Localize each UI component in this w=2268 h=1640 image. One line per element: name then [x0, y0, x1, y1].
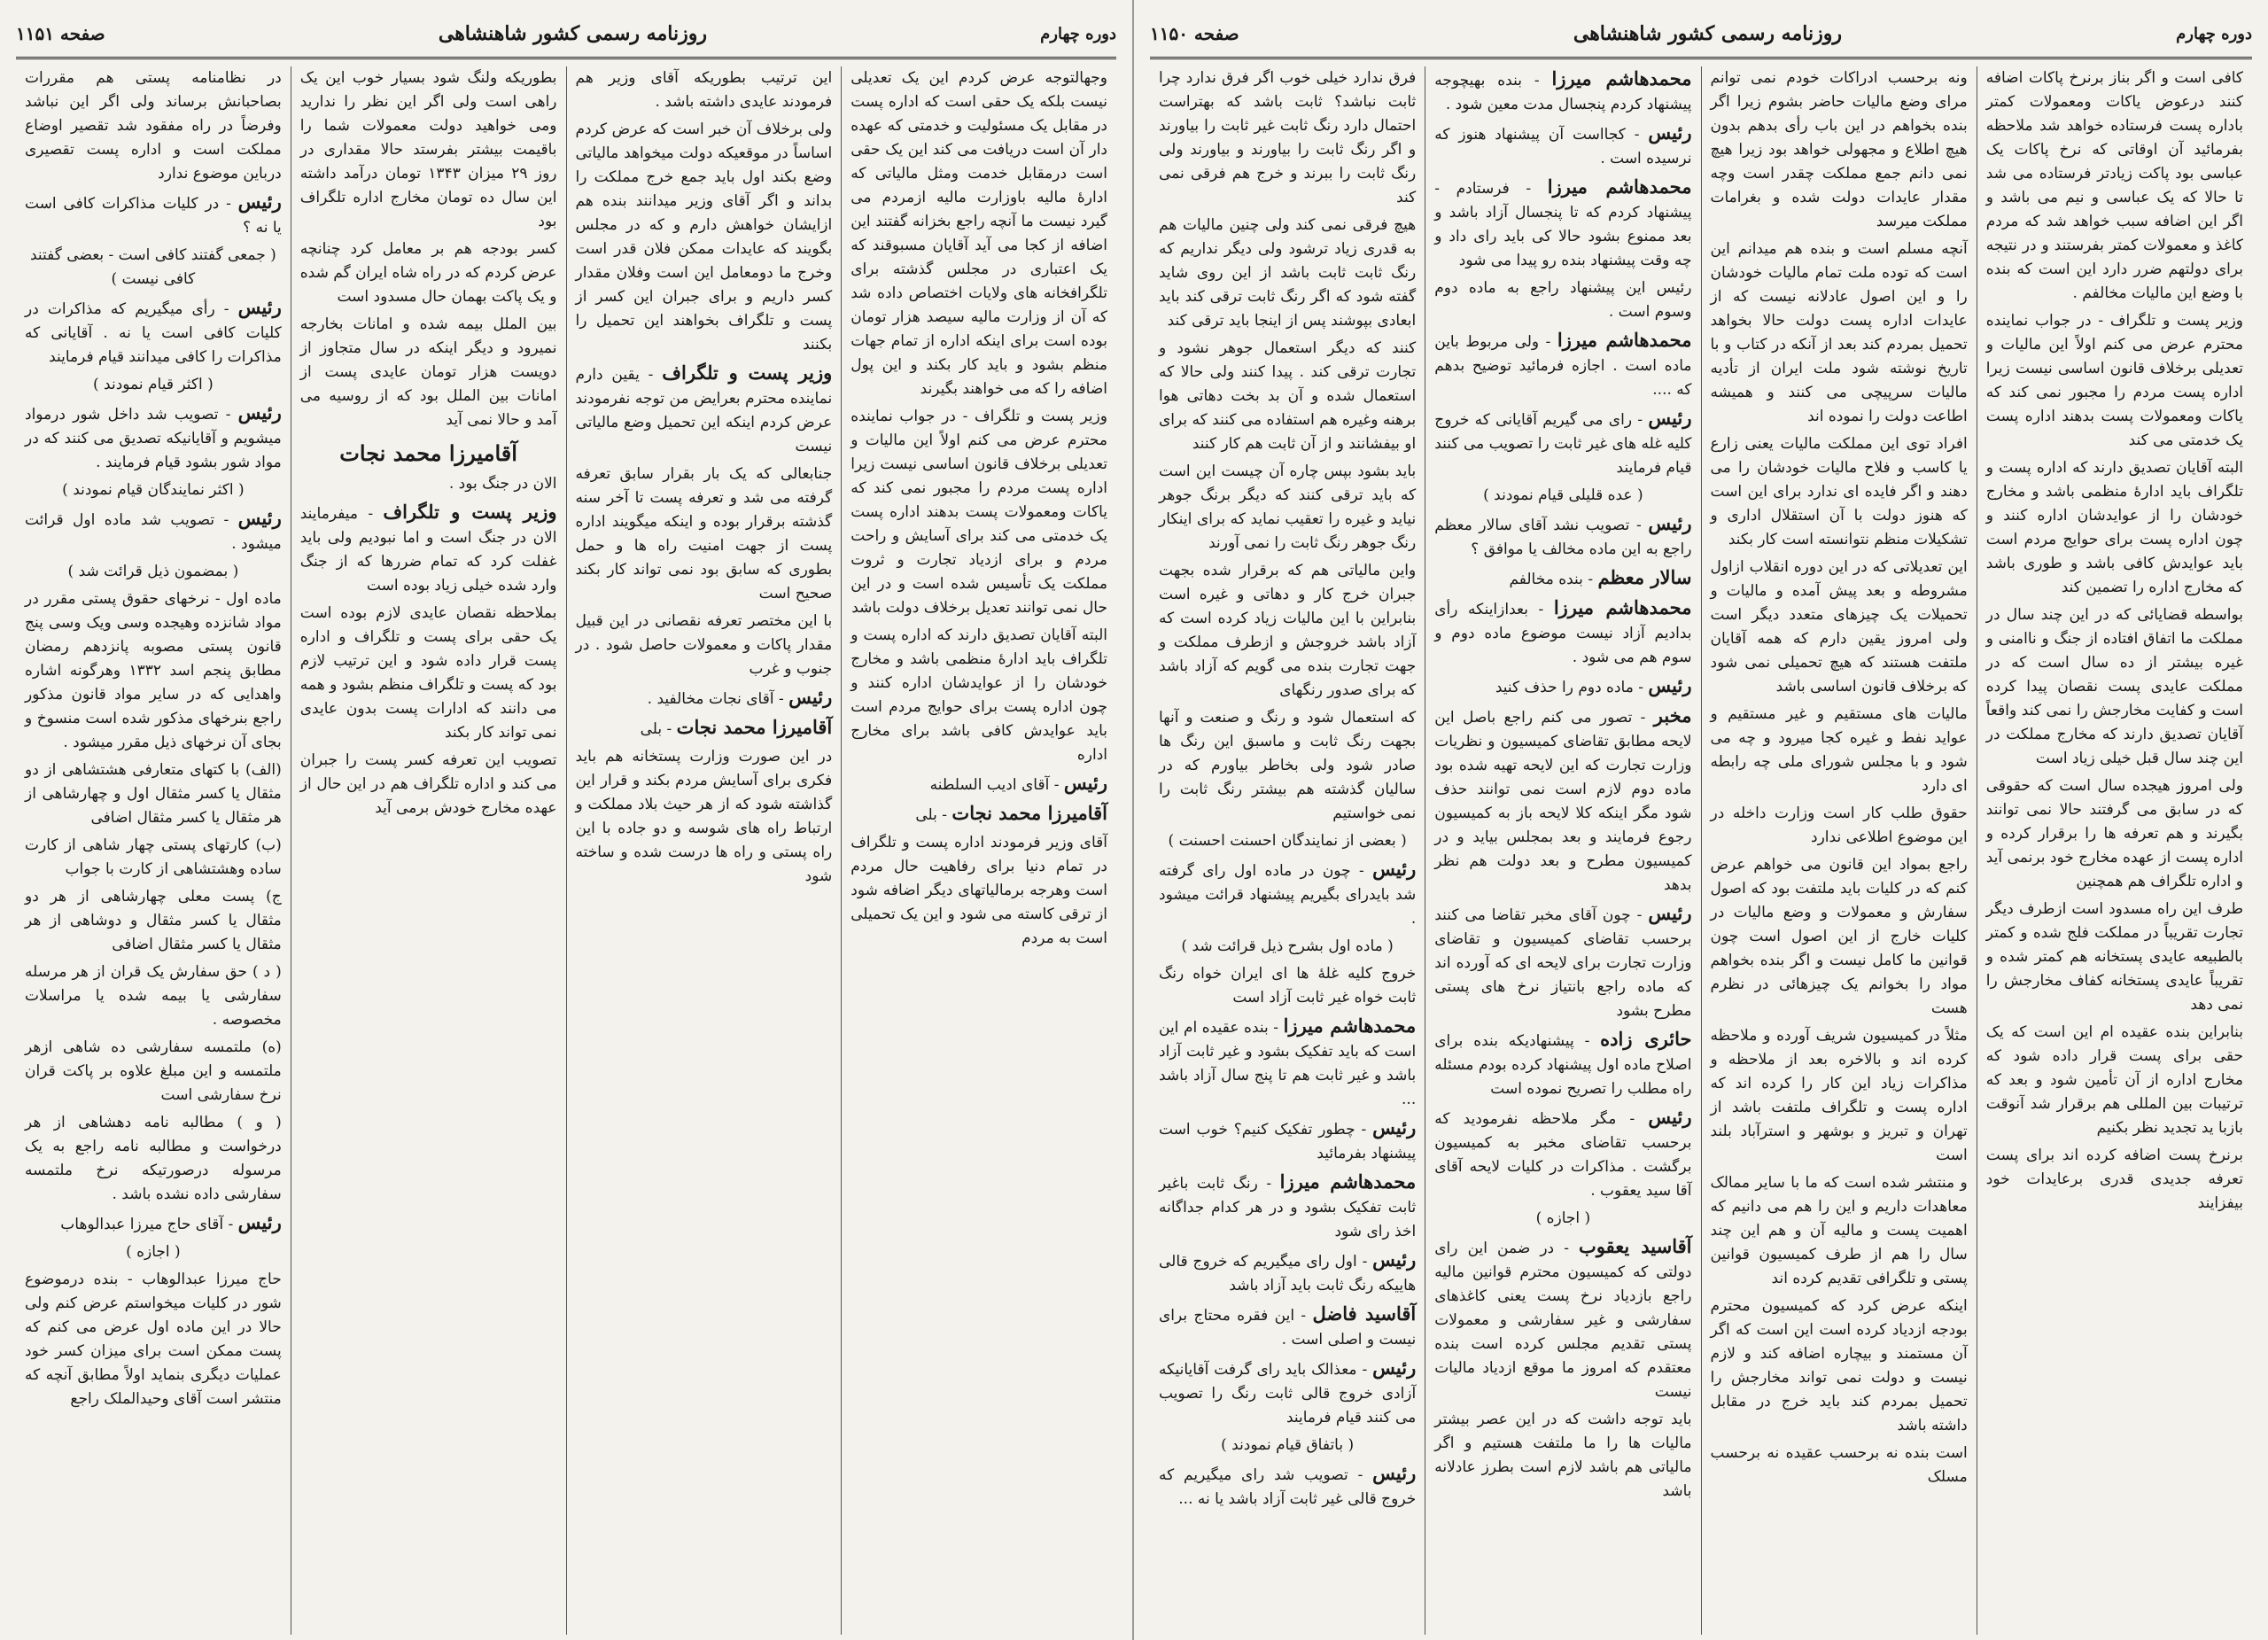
text-paragraph: هیچ فرقی نمی کند ولی چنین مالیات هم به قدری زیاد ترشود ولی دیگر نداریم که رنگ ثابت ثابت باشد از این روی شاید گفته شود که اگر رنگ ثابت ترقی کند باید ابعادی بپوشند پس از اینجا باید ترقی کند [1159, 216, 1417, 330]
speaker-heading: آقامیرزا محمد نجات [339, 440, 517, 466]
text-paragraph: حقوق طلب کار است وزارت داخله در این موضوع اطلاعی ندارد [1710, 804, 1968, 846]
speaker-dash: - [1257, 1175, 1280, 1193]
speech-text: آقای ادیب السلطنه [929, 776, 1050, 794]
speech-text: اول رای میگیریم که خروج قالی هاییکه رنگ ثابت باید آزاد باشد [1159, 1253, 1417, 1294]
text-paragraph: البته آقایان تصدیق دارند که اداره پست و تلگراف باید ادارهٔ منظمی باشد و مخارج خودشان را از عوایدشان اداره کنند و چون اداره پست برای حوایج مردم است باید عوایدش کافی باشد برای مخارج اداره [850, 626, 1107, 764]
speaker-dash: - [219, 195, 238, 213]
speech-text: در کلیات مذاکرات کافی است یا نه ؟ [25, 195, 282, 237]
speaker-name: رئیس [1372, 1116, 1417, 1139]
speech-paragraph [1434, 66, 1691, 117]
gazette-title: روزنامه رسمی کشور شاهنشاهی [438, 22, 707, 45]
speaker-name: رئیس [1648, 512, 1692, 534]
speaker-name: سالار معظم [1597, 566, 1692, 588]
speech-paragraph [1159, 1461, 1416, 1512]
procedural-note: ( جمعی گفتند کافی است - بعضی گفتند کافی نیست ) [30, 246, 276, 288]
text-paragraph: است بنده نه برحسب عقیده نه برحسب مسلک [1710, 1444, 1968, 1486]
speech-paragraph [1159, 1302, 1416, 1352]
text-paragraph: بطوریکه ولنگ شود بسیار خوب این یک راهی است ولی اگر این نظر را ندارید ومی خواهید دولت معمولات شما را باقیمت بیشتر بفرستد حالا مقداری در روز ۲۹ میزان ۱۳۴۳ تومان درآمد داشته این سال ده تومان مخارج اداره تلگراف بود [299, 69, 557, 230]
text-paragraph: بواسطه قضایائی که در این چند سال در مملکت ما اتفاق افتاده از جنگ و ناامنی و غیره بیشتر از ده سال است که در مملکت عایدی پست نقصان پیدا کرده است و کفایت مخارجش را نمی کند واقعاً آقایان تصدیق دارند که مخارج مملکت در این چند سال قبل خیلی زیاد است [1985, 606, 2243, 767]
speaker-name: رئیس [237, 401, 282, 424]
text-paragraph: آنچه مسلم است و بنده هم میدانم این است که توده ملت تمام مالیات خودشان را و این اصول عادلانه نیست که از عایدات اداره پست دولت حالا بخواهد تحمیل بمردم کند بعد از آنکه در کتاب و با تاریخ نوشته شود ملت ایران از تأدیه مالیات سرپیچی می کنند و همیشه اطاعت دولت را نموده اند [1710, 240, 1968, 425]
text-paragraph: مالیات های مستقیم و غیر مستقیم و عواید نفط و غیره کجا میرود و چه می شود و با مجلس شورای ملی چه رابطه ای دارد [1710, 705, 1968, 795]
speech-text: این فقره محتاج برای نیست و اصلی است . [1159, 1307, 1417, 1349]
speaker-dash: - [1629, 517, 1649, 534]
procedural-note: ( اجازه ) [126, 1243, 181, 1261]
speaker-dash: - [223, 1216, 238, 1233]
text-paragraph: رئیس این پیشنهاد راجع به ماده دوم وسوم است . [1434, 279, 1692, 321]
speech-text: ماده دوم را حذف کنید [1495, 679, 1634, 696]
speaker-dash: - [1509, 180, 1548, 198]
speech-paragraph [25, 295, 282, 369]
speech-text: آقای نجات مخالفید . [647, 690, 774, 708]
speaker-name: حائری زاده [1600, 1028, 1692, 1050]
left-columns [16, 66, 1116, 1635]
speech-paragraph [1434, 511, 1691, 562]
text-paragraph: با این مختصر تعرفه نقصانی در این قبیل مقدار پاکات و معمولات حاصل شود . در جنوب و غرب [575, 612, 833, 678]
text-paragraph: این تعدیلاتی که در این دوره انقلاب ازاول مشروطه و بعد پیش آمده و مالیات و تحمیلات یک چیزهای متعدد دیگر است ولی امروز یقین دارم که همه آقایان ملتفت هستند که هیچ تحمیلی نمی شود که برخلاف قانون اساسی باشد [1710, 558, 1968, 696]
procedural-note: ( اجازه ) [1535, 1209, 1591, 1227]
speaker-name: محمدهاشم میرزا [1553, 596, 1692, 618]
speech-paragraph [1159, 1247, 1416, 1298]
speech-paragraph [1434, 703, 1691, 898]
speaker-dash: - [218, 406, 238, 424]
speech-paragraph [1434, 565, 1691, 592]
speech-text: فرستادم - پیشنهاد کردم که تا پنجسال آزاد باشد و بعد ممنوع بشود حالا کی باید رای داد و چه وقت پیشنهاد بنده رو پیدا می شود [1434, 180, 1692, 269]
text-column [1701, 66, 1977, 1635]
text-paragraph: در نظامنامه پستی هم مقررات بصاحبانش برساند ولی اگر این نباشد وفرضاً در راه مفقود شد تقصیر اوضاع مملکت است و اداره پست تقصیری درباین موضوع ندارد [25, 69, 282, 183]
speech-text: بلی [640, 720, 663, 738]
text-column [291, 66, 566, 1635]
speech-paragraph [1159, 1170, 1416, 1244]
text-paragraph: ولی امروز هیجده سال است که حقوقی که در سابق می گرفتند حالا نمی توانند بگیرند و هم تعرفه ها را برقرار کرده و اداره پست از عهده مخارج خود برنمی آید و اداره تلگراف هم همچنین [1985, 777, 2243, 890]
right-page [1134, 0, 2268, 1640]
text-paragraph: که استعمال شود و رنگ و صنعت و آنها بجهت رنگ ثابت و ماسبق این رنگ ها صادر شود ولی بخاطر بیاورم که در سالیان گذشته هم بیشتر رنگ ثابت را نمی خواستیم [1159, 709, 1417, 822]
speech-text: کجااست آن پیشنهاد هنوز که نرسیده است . [1434, 126, 1692, 167]
text-paragraph: اینکه عرض کرد که کمیسیون محترم بودجه ازدیاد کرده است این است که اگر آن مستمند و بیچاره اضافه کند و لازم نیست و دولت نمی تواند مخارجش را تحمیل بمردم کند باید خرج در مقابل داشته باشد [1710, 1297, 1968, 1434]
speech-text: تصویب نشد آقای سالار معظم راجع به این ماده مخالف یا موافق ؟ [1434, 517, 1692, 558]
speaker-dash: - [1616, 1110, 1649, 1128]
text-column [1977, 66, 2252, 1635]
text-paragraph: این ترتیب بطوریکه آقای وزیر هم فرمودند عایدی داشته باشد . [575, 69, 833, 111]
speaker-dash: - [1632, 709, 1654, 727]
text-paragraph: در این صورت وزارت پستخانه هم باید فکری برای آسایش مردم بکند و قرار این گذاشته شود که از هر حیث بلاد مملکت و ارتباط راه های شوسه و دو جاده با این راه پستی و راه ها درست شده و ساخته شود [575, 748, 833, 885]
speech-text: بعدازاینکه رأی بدادیم آزاد نیست موضوع ماده دوم و سوم هم می شود . [1434, 601, 1692, 666]
speech-text: یقین دارم نماینده محترم بعرایض من توجه نفرمودند عرض کردم اینکه این تحمیل وضع مالیاتی نیست [575, 366, 833, 455]
speech-text: چون آقای مخبر تقاضا می کنند برحسب تقاضای کمیسیون و تقاضای وزارت تجارت برای لایحه ای که آورده اند که ماده راجع بانتیاز نرخ های پستی مطرح بشود [1434, 906, 1692, 1020]
speaker-dash: - [1268, 1019, 1284, 1037]
speaker-dash: - [214, 511, 238, 529]
speech-text: پیشنهادیکه بنده برای اصلاح ماده اول پیشنهاد کرده بودم مسئله راه مطلب را تصریح نموده است [1434, 1032, 1692, 1098]
text-paragraph: ( و ) مطالبه نامه دهشاهی از هر درخواست و مطالبه نامه راجع به یک مرسوله درصورتیکه نرخ ملتمسه سفارشی داده نشده باشد . [25, 1114, 282, 1203]
speaker-dash: - [1633, 679, 1649, 696]
speaker-name: رئیس [237, 1211, 282, 1233]
speaker-name: رئیس [1648, 407, 1692, 429]
text-paragraph: بنابراین بنده عقیده ام این است که یک حقی برای پست قرار داده شود که مخارج اداره از آن تأمین شود و بعد که ترتیبات بین المللی هم برقرار شد آنوقت بازبا ید تجدید نظر بکنیم [1985, 1023, 2243, 1137]
speaker-name: محمدهاشم میرزا [1283, 1014, 1417, 1037]
text-paragraph: ( د ) حق سفارش یک قران از هر مرسله سفارشی یا بیمه شده یا مراسلات مخصوصه . [25, 963, 282, 1029]
speaker-name: مخبر [1653, 704, 1692, 727]
speech-paragraph [1159, 857, 1416, 931]
speaker-dash: - [936, 806, 952, 824]
speech-text: رأی میگیریم که مذاکرات در کلیات کافی است یا نه . آقایانی که مذاکرات را کافی میدانند قیام فرمایند [25, 300, 282, 366]
speech-paragraph [576, 361, 833, 459]
speech-text: بنده عقیده ام این است که باید تفکیک بشود و غیر ثابت آزاد باشد و غیر ثابت هم تا پنج سال آزاد باشد ... [1159, 1019, 1417, 1108]
text-paragraph: باید توجه داشت که در این عصر بیشتر مالیات ها را ما ملتفت هستیم و اگر مالیاتی هم باشد لازم است بطرز عادلانه باشد [1434, 1411, 1692, 1500]
speaker-name: رئیس [1648, 674, 1692, 696]
gazette-title: روزنامه رسمی کشور شاهنشاهی [1573, 22, 1842, 45]
speech-paragraph [850, 801, 1107, 828]
text-paragraph: تصویب این تعرفه کسر پست را جبران می کند و اداره تلگراف هم در این حال از عهده مخارج خودش برمی آید [299, 751, 557, 817]
speech-paragraph [1159, 1014, 1416, 1112]
speaker-dash: - [1554, 1240, 1580, 1257]
speech-paragraph [850, 771, 1107, 797]
speech-paragraph [1434, 175, 1691, 273]
speech-paragraph [1434, 595, 1691, 670]
text-paragraph: آقای وزیر فرمودند اداره پست و تلگراف در تمام دنیا برای رفاهیت حال مردم است وهرجه برمالیاتهای دیگر اضافه شود از ترقی کاسته می شود و این یک تحمیلی است به مردم [850, 834, 1107, 947]
text-paragraph: کسر بودجه هم بر معامل کرد چنانچه عرض کردم که در راه شاه ایران گم شده و یک پاکت بهمان حال مسدود است [299, 240, 557, 306]
speaker-name: محمدهاشم میرزا [1279, 1170, 1417, 1193]
speech-text: میفرمایند الان در جنگ است و اما نبودیم ولی باید غفلت کرد که تمام ضررها که از جنگ وارد شده خیلی زیاد بوده است [299, 505, 557, 595]
procedural-note: ( بعضی از نمایندگان احسنت احسنت ) [1168, 832, 1407, 850]
speech-paragraph [1159, 1356, 1416, 1430]
speech-text: چون در ماده اول رای گرفته شد بایدرای بگیریم پیشنهاد قرائت میشود . [1159, 862, 1417, 928]
text-paragraph: مثلاً در کمیسیون شریف آورده و ملاحظه کرده اند و بالاخره بعد از ملاحظه و مذاکرات زیاد این کار را کرده اند که اداره پست و تلگراف ملتفت باشد از تهران و تبریز و بوشهر و استرآباد بلند است [1710, 1027, 1968, 1164]
text-column [841, 66, 1116, 1635]
speaker-dash: - [773, 690, 789, 708]
speech-text: بنده بهیچوجه پیشنهاد کردم پنجسال مدت معین شود . [1434, 72, 1692, 113]
speaker-dash: - [1582, 571, 1598, 588]
speech-paragraph [1159, 1115, 1416, 1166]
speaker-name: رئیس [1372, 858, 1417, 880]
speaker-name: آقاسید فاضل [1312, 1302, 1417, 1325]
speaker-name: آقاسید یعقوب [1579, 1235, 1692, 1257]
speaker-name: رئیس [1372, 1462, 1417, 1484]
speaker-dash: - [1539, 333, 1557, 351]
speaker-name: رئیس [1648, 121, 1692, 144]
speaker-dash: - [1527, 601, 1554, 618]
text-paragraph: ونه برحسب ادراکات خودم نمی توانم مرای وضع مالیات حاضر بشوم زیرا اگر بنده بخواهم در این باب رأی بدهم بدون هیچ اطلاع و مجهولی خواهد بود زیرا هیچ نمی دانم جمع مملکت چقدر است وچه مقدار عایدات دولت شده و بغرامات مملکت میرسد [1710, 69, 1968, 230]
speaker-dash: - [1355, 1121, 1373, 1139]
speaker-name: رئیس [1648, 902, 1692, 924]
speaker-name: وزیر پست و تلگراف [662, 361, 833, 384]
text-paragraph: حاج میرزا عبدالوهاب - بنده درموضوع شور در کلیات میخواستم عرض کنم ولی حالا در این ماده اول عرض می کنم که پست ممکن است برای میزان کسر خود عملیات دیگری بنماید اولاً مطابق آنچه که منتشر است آقای وحیدالملک راجع [25, 1271, 282, 1408]
page-number: صفحه ۱۱۵۰ [1150, 23, 1239, 44]
text-paragraph: برنرخ پست اضافه کرده اند برای پست تعرفه جدیدی قدری برعایدات خود بیفزایند [1985, 1146, 2243, 1212]
speaker-name: محمدهاشم میرزا [1547, 175, 1692, 198]
speech-paragraph [1434, 1105, 1691, 1203]
text-paragraph: ولی برخلاف آن خبر است که عرض کردم اساساً در موقعیکه دولت میخواهد مالیاتی وضع بکند اول باید جمع خرج مملکت را بداند و اگر آقای وزیر میدانند بنده هم ازایشان خواهش دارم و که در مجلس بگویند که عایدات ممکن فلان قدر است وخرج ما دومعامل این است وفلان مقدار کسر داریم و برای جبران این کسر از پست و تلگراف بخواهند این تحمیل را بکنند [575, 120, 833, 354]
speech-paragraph [1434, 1027, 1691, 1101]
speech-text: تصور می کنم راجع باصل این لایحه مطابق تقاضای کمیسیون و نظریات وزارت تجارت که این لایحه تهیه شده بود ماده دوم لازم است نمی توانند حذف شود مگر اینکه کلا لایحه باز به کمیسیون رجوع فرمایند و بعد بمجلس بیاید و در کمیسیون مطرح و بعد دولت هم نظر بدهد [1434, 709, 1692, 894]
speech-text: رای می گیریم آقایانی که خروج کلیه غله های غیر ثابت را تصویب می کنند قیام فرمایند [1434, 411, 1692, 477]
text-paragraph: (الف) با کتهای متعارفی هشتشاهی از دو مثقال یا کسر مثقال اول و چهارشاهی از هر مثقال یا کسر مثقال اضافی [25, 761, 282, 827]
text-paragraph: افراد توی این مملکت مالیات یعنی زارع یا کاسب و فلاح مالیات خودشان را می دهند و اگر فایده ای ندارد برای این است که هنوز دولت با آن استقلال اداری و تشکیلات منظم نتوانسته است کار بکند [1710, 435, 1968, 548]
text-paragraph: (ه) ملتمسه سفارشی ده شاهی ازهر ملتمسه و این مبلغ علاوه بر پاکت قران نرخ سفارشی است [25, 1038, 282, 1104]
text-paragraph: وجهالتوجه عرض کردم این یک تعدیلی نیست بلکه یک حقی است که اداره پست در مقابل یک مسئولیت و خدمتی که عهده دار آن است دریافت می کند این یک حقی است درمقابل خدمت ومثل مالیاتی که ادارهٔ مالیه باوزارت مالیه ازمردم می گیرد نیست ما آنچه راجع بخزانه گفتند این اضافه از کجا می آید آقایان مسبوقند که یک اعتباری در مجلس گذشته برای تلگرافخانه های ولایات اختصاص داده شد که آن از وزارت مالیه سیصد هزار تومان بوده است برای اینکه اداره از تمام جهات منظم بشود و باید کار بکند و این پول اضافه را که می خواهند بگیرند [850, 69, 1107, 398]
speaker-dash: - [1521, 72, 1552, 89]
speaker-name: رئیس [1063, 772, 1107, 794]
speaker-dash: - [662, 720, 677, 738]
left-page-header [16, 11, 1116, 59]
procedural-note: ( اکثر نمایندگان قیام نمودند ) [62, 481, 245, 499]
speaker-name: رئیس [1372, 1248, 1417, 1271]
speaker-dash: - [1350, 862, 1373, 880]
speech-paragraph [25, 1210, 282, 1237]
text-paragraph: بملاحظه نقصان عایدی لازم بوده است یک حقی برای پست و تلگراف و اداره پست قرار داده شود و این ترتیب لازم بود که پست و تلگراف منظم بشود و همه می دانند که ادارات پست بدون عایدی نمی تواند کار بکند [299, 604, 557, 742]
speaker-dash: - [1630, 906, 1649, 924]
speaker-name: رئیس [1648, 1106, 1692, 1128]
text-paragraph: (ب) کارتهای پستی چهار شاهی از کارت ساده وهشتشاهی از کارت با جواب [25, 836, 282, 878]
speaker-dash: - [1049, 776, 1064, 794]
speech-text: بنده مخالفم [1509, 571, 1583, 588]
speech-paragraph [1434, 901, 1691, 1023]
speaker-name: رئیس [237, 296, 282, 318]
text-paragraph: البته آقایان تصدیق دارند که اداره پست و تلگراف باید ادارهٔ منظمی باشد و مخارج خودشان را از عوایدشان اداره کنند و چون اداره پست برای حوایج مردم است باید عوایدش کافی باشد و طوری باشد که مخارج اداره را تضمین کند [1985, 459, 2243, 596]
speech-paragraph [576, 685, 833, 711]
speech-paragraph [1434, 120, 1691, 171]
procedural-note: ( اکثر قیام نمودند ) [93, 376, 214, 393]
text-column [16, 66, 291, 1635]
speech-paragraph [1434, 406, 1691, 480]
speaker-dash: - [214, 300, 238, 318]
speaker-dash: - [358, 505, 384, 523]
speaker-name: آقامیرزا محمد نجات [676, 716, 833, 738]
speaker-name: رئیس [237, 507, 282, 529]
text-paragraph: الان در جنگ بود . [448, 475, 557, 493]
speaker-dash: - [1625, 126, 1649, 144]
speech-paragraph [25, 190, 282, 240]
speech-text: چطور تفکیک کنیم؟ خوب است پیشنهاد بفرمائید [1159, 1121, 1417, 1162]
speech-text: در ضمن این رای دولتی که کمیسیون محترم قوانین مالیه راجع بازدیاد نرخ پست یعنی کاغذهای سفارشی و غیر سفارشی و معمولات پستی تقدیم مجلس کرده است بنده معتقدم که امروز ما موقع ازدیاد مالیات نیست [1434, 1240, 1692, 1401]
speaker-dash: - [1348, 1466, 1373, 1484]
speech-paragraph [576, 715, 833, 742]
speaker-dash: - [1356, 1253, 1373, 1271]
text-paragraph: خروج کلیه غلهٔ ها ای ایران خواه رنگ ثابت خواه غیر ثابت آزاد است [1159, 965, 1417, 1007]
text-paragraph: ج) پست معلی چهارشاهی از هر دو مثقال یا کسر مثقال و دوشاهی از هر مثقال یا کسر مثقال اضافی [25, 888, 282, 953]
speaker-name: رئیس [237, 190, 282, 213]
right-columns [1150, 66, 2252, 1635]
right-page-header [1150, 11, 2252, 59]
text-paragraph: کافی است و اگر بناز برنرخ پاکات اضافه کنند درعوض یاکات ومعمولات کمتر باداره پست فرستاده خواهد شد ملاحظه بفرمائید آن اوقاتی که نرخ پاکات یک عباسی بود پاکت زیادتر فرستاده می شد تا حالا که یک عباسی و نیم می باشد و اگر این اضافه سبب خواهد شد که مردم کاغذ و معمولات کمتر بفرستند و در نتیجه برای دولتهم ضرر دارد این است که بنده با وضع این مالیات مخالفم . [1985, 69, 2243, 302]
speaker-name: محمدهاشم میرزا [1557, 329, 1692, 351]
page-number: صفحه ۱۱۵۱ [16, 23, 105, 44]
procedural-note: ( باتفاق قیام نمودند ) [1221, 1436, 1355, 1454]
speaker-name: رئیس [788, 686, 833, 708]
text-paragraph: باید بشود بپس چاره آن چیست این است که باید ترقی کنند که دیگر برنگ جوهر نیاید و غیره را تعقیب نماید که برای اینکار رنگ جوهر رنگ ثابت را نمی آورند [1159, 462, 1417, 552]
speech-text: آقای حاج میرزا عبدالوهاب [60, 1216, 224, 1233]
speech-text: رنگ ثابت باغیر ثابت تفکیک بشود و در هر کدام جداگانه اخذ رای شود [1159, 1175, 1417, 1240]
speaker-dash: - [1632, 411, 1649, 429]
procedural-note: ( بمضمون ذیل قرائت شد ) [67, 563, 239, 580]
speech-text: ولی مربوط باین ماده است . اجازه فرمائید توضیح بدهم که .... [1434, 333, 1692, 399]
speech-paragraph [25, 506, 282, 556]
text-paragraph: واین مالیاتی هم که برقرار شده بجهت جبران خرج کار و دهاتی و غیره است بنابراین با این مالیات زیاد کرده است که آزاد باشد خروجش و ازطرف مملکت و جهت تجارت بنده می گویم که آزاد باشد که برای صدور رنگهای [1159, 562, 1417, 699]
speech-text: تصویب شد ماده اول قرائت میشود . [25, 511, 282, 553]
text-paragraph: و منتشر شده است که ما با سایر ممالک معاهدات داریم و این را هم می دانیم که اهمیت پست و مالیه آن و هم این چند سال را هم از طرف کمیسیون قوانین پستی و تلگرافی تقدیم کرده اند [1710, 1174, 1968, 1287]
speech-paragraph [25, 400, 282, 475]
text-column [1425, 66, 1700, 1635]
speaker-dash: - [1356, 1361, 1373, 1379]
speech-text: بلی [915, 806, 937, 824]
text-paragraph: وزیر پست و تلگراف - در جواب نماینده محترم عرض می کنم اولاً این مالیات و تعدیلی برخلاف قانون اساسی نیست زیرا اداره پست مردم را مجبور نمی کند که یاکات ومعمولات پست بدهند اداره پست یک خدمتی می کند برای آسایش و راحت مردم و برای ازدیاد تجارت و ثروت مملکت یک تأسیس شده است و در این حال نمی توانند تعدیل برخلاف دولت باشد [850, 408, 1107, 617]
period-label: دوره چهارم [2176, 24, 2252, 43]
speaker-name: وزیر پست و تلگراف [383, 501, 557, 523]
procedural-note: ( ماده اول بشرح ذیل قرائت شد ) [1181, 937, 1394, 955]
speaker-dash: - [1573, 1032, 1601, 1050]
speaker-dash: - [639, 366, 663, 384]
speech-paragraph [300, 500, 557, 598]
text-paragraph: جنابعالی که یک بار بقرار سابق تعرفه گرفته می شد و تعرفه پست تا آخر سنه گذشته برقرار بوده و اینکه میگویند اداره پست از جهت امنیت راه ها و حمل بطوری که سابق بود نمی تواند کار بکند صحیح است [575, 465, 833, 602]
speaker-dash: - [1294, 1307, 1313, 1325]
text-column [1150, 66, 1425, 1635]
speech-paragraph [1434, 673, 1691, 700]
speech-text: مگر ملاحظه نفرمودید که برحسب تقاضای مخبر به کمیسیون برگشت . مذاکرات در کلیات لایحه آقای آقا سید یعقوب . [1434, 1110, 1692, 1200]
speech-text: تصویب شد رای میگیریم که خروج قالی غیر ثابت آزاد باشد یا نه ... [1159, 1466, 1417, 1508]
text-paragraph: وزیر پست و تلگراف - در جواب نماینده محترم عرض می کنم اولاً این مالیات و تعدیلی برخلاف قانون اساسی نیست زیرا اداره پست مردم را مجبور نمی کند که یاکات ومعمولات پست بدهند اداره پست یک خدمتی می کند [1985, 312, 2243, 449]
text-paragraph: بین الملل بیمه شده و امانات بخارجه نمیرود و دیگر اینکه در سال متجاوز از دویست هزار تومان عایدی پست از امانات بین الملل بود که از روسیه می آمد و حالا نمی آید [299, 315, 557, 429]
period-label: دوره چهارم [1040, 24, 1116, 43]
speaker-name: رئیس [1372, 1356, 1417, 1379]
text-column [566, 66, 842, 1635]
text-paragraph: کنند که دیگر استعمال جوهر نشود و تجارت ترقی کند . پیدا کنند ولی حالا که استعمال شده و آن بد بخت دهاتی هوا برهنه وغیره هم استفاده می کنند که برای او بیفشانند و از آن ثابت هم کار کنند [1159, 339, 1417, 453]
speech-text: معذالک باید رای گرفت آقایانیکه آزادی خروج قالی ثابت رنگ را تصویب می کنند قیام فرمایند [1159, 1361, 1417, 1426]
text-paragraph: ماده اول - نرخهای حقوق پستی مقرر در مواد شانزده وهیجده وسی ویک وسی پنج قانون پستی مصوبه پانزدهم رمضان مطابق پنجم اسد ۱۳۳۲ وهرگونه اشاره واهدایی که در سایر مواد قانون مذکور راجع بنرخهای مذکور شده است منسوخ و بجای آن نرخهای ذیل مقرر میشود . [25, 590, 282, 751]
text-paragraph: طرف این راه مسدود است ازطرف دیگر تجارت تقریباً در مملکت فلج شده و کمتر بالطبیعه عایدی پستخانه هم کمتر شده و تقریباً عایدی پستخانه کفاف مخارجش را نمی دهد [1985, 900, 2243, 1014]
speaker-name: محمدهاشم میرزا [1551, 67, 1692, 89]
text-paragraph: فرق ندارد خیلی خوب اگر فرق ندارد چرا ثابت نباشد؟ ثابت باشد که بهتراست احتمال دارد رنگ ثابت غیر ثابت را بیاورند و اگر رنگ ثابت را بیاورند و بیاورند ولی رنگ ثابت را ببرند و خرج هم فرقی نمی کند [1159, 69, 1417, 206]
speech-paragraph [1434, 328, 1691, 402]
speech-text: تصویب شد داخل شور درمواد میشویم و آقایانیکه تصدیق می کنند که در مواد شور بشود قیام فرمایند . [25, 406, 282, 471]
procedural-note: ( عده قلیلی قیام نمودند ) [1483, 486, 1643, 504]
text-paragraph: راجع بمواد این قانون می خواهم عرض کنم که در کلیات باید ملتفت بود که اصول سفارش و معمولات و وضع مالیات در کلیات خارج از این اصول است چون قوانین ما کامل نیست و اگر بنده بخواهم مواد را بخوانم یک چیزهائی در نظرم هست [1710, 856, 1968, 1017]
speech-paragraph [1434, 1234, 1691, 1404]
speaker-name: آقامیرزا محمد نجات [951, 802, 1107, 824]
